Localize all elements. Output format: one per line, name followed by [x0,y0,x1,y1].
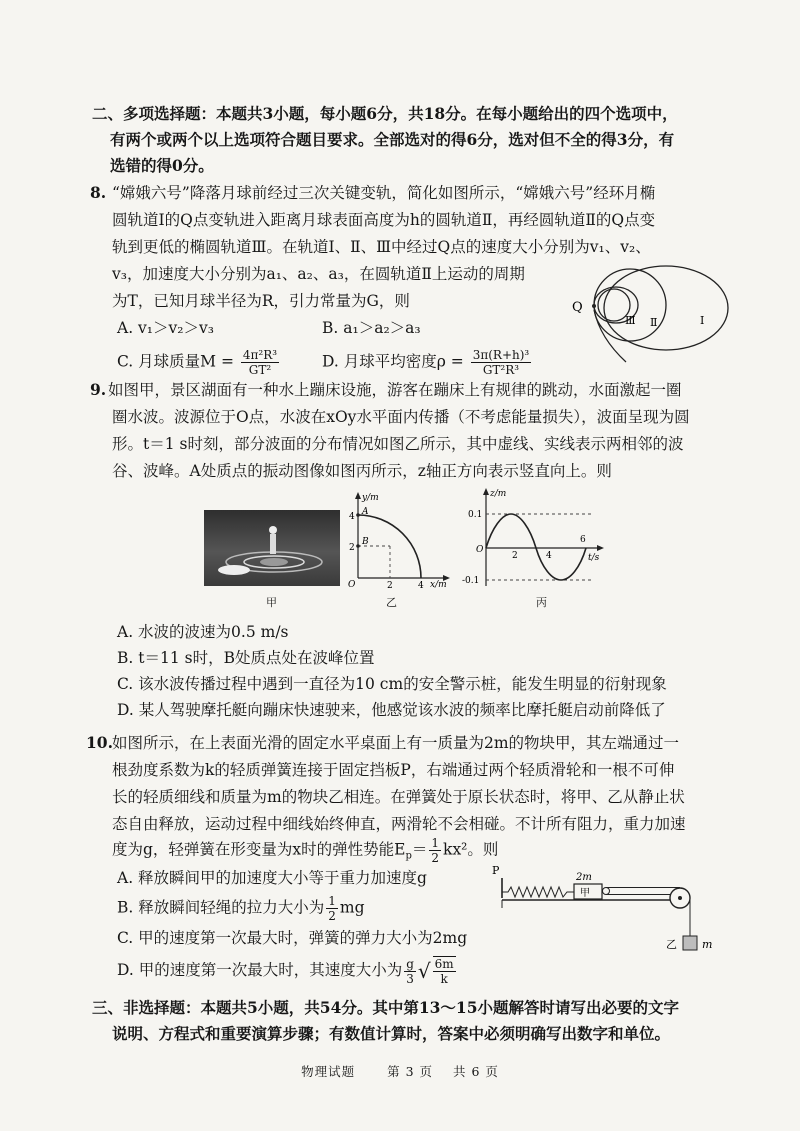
section3-line1: 三、非选择题：本题共5小题，共54分。其中第13～15小题解答时请写出必要的文字 [92,998,679,1017]
q9-figure-bing [460,484,620,594]
moving-pulley [603,888,610,895]
q10-option-b-fraction [326,894,338,923]
label-block-yi: 乙 [666,938,677,951]
q8-orbit-figure [570,258,730,370]
yi-tick-x4: 4 [418,581,424,590]
page-footer [0,1062,800,1080]
bing-tick-t6: 6 [580,535,586,545]
bing-z-label: z/m [490,489,507,499]
q9-option-d: D. 某人驾驶摩托艇向蹦床快速驶来，他感觉该水波的频率比摩托艇启动前降低了 [117,701,666,719]
yi-tick-y2: 2 [349,543,355,553]
q10-option-b-denominator: 2 [328,909,336,923]
sqrt-symbol: √ [417,959,431,983]
q9-option-c: C. 该水波传播过程中遇到一直径为10 cm的安全警示桩，能发生明显的衍射现象 [117,675,667,693]
q8-line4: v₃，加速度大小分别为a₁、a₂、a₃，在圆轨道Ⅱ上运动的周期 [112,265,525,283]
q9-caption-yi: 乙 [386,596,397,609]
bing-label-o: O [476,545,484,555]
q10-option-d [117,956,458,986]
q10-line2: 根劲度系数为k的轻质弹簧连接于固定挡板P，右端通过两个轻质滑轮和一根不可伸 [112,761,675,779]
q8-line1: “嫦娥六号”降落月球前经过三次关键变轨，简化如图所示，“嫦娥六号”经环月椭 [112,184,656,202]
q8-option-d-fraction [471,348,532,377]
q8-option-c-numerator: 4π²R³ [242,348,278,362]
q8-option-d-prefix: D. 月球平均密度ρ = [322,352,464,371]
yi-label-o: O [348,580,356,590]
q10-option-d-radicand-numerator: 6m [434,957,454,971]
yi-x-label: x/m [430,580,447,590]
block-yi [683,936,697,950]
bing-tick-m01: -0.1 [462,576,480,586]
yi-point-b [356,544,360,548]
q10-line5-prefix: 度为g，轻弹簧在形变量为x时的弹性势能E [112,840,406,859]
label-block-jia: 甲 [580,888,590,899]
yi-y-arrow [355,492,361,499]
q9-line1: 如图甲，景区湖面有一种水上蹦床设施，游客在蹦床上有规律的跳动，水面激起一圈 [108,381,682,399]
q9-caption-bing: 丙 [536,596,547,609]
q10-option-b-suffix: mg [339,898,365,917]
point-q-marker [592,304,596,308]
q10-line5-equals: ＝ [411,840,428,859]
section2-header-line3: 选错的得0分。 [110,156,214,175]
q10-line5-fraction [429,836,441,865]
q10-option-d-denominator: 3 [406,971,414,986]
q9-photo-jia [204,510,340,586]
q10-line5-suffix: kx²。则 [443,840,499,859]
q8-option-d-numerator: 3π(R+h)³ [472,348,530,362]
q8-line3: 轨到更低的椭圆轨道Ⅲ。在轨道Ⅰ、Ⅱ、Ⅲ中经过Q点的速度大小分别为v₁、v₂、 [112,238,651,256]
bing-z-arrow [483,488,489,495]
yi-label-b: B [362,537,369,547]
section2-header-line1: 二、多项选择题：本题共3小题，每小题6分，共18分。在每小题给出的四个选项中， [92,104,678,123]
q8-option-c [117,348,281,377]
label-m: m [702,938,713,951]
q10-option-d-radicand-denominator: k [440,972,448,986]
bing-tick-p01: 0.1 [468,510,483,520]
photo-jumper-head [269,526,277,534]
bing-wave-curve [486,514,586,580]
q9-line2: 圈水波。波源位于O点，水波在xOy水平面内传播（不考虑能量损失），波面呈现为圆 [112,408,690,426]
q9-line4: 谷、波峰。A处质点的振动图像如图丙所示，z轴正方向表示竖直向上。则 [112,462,612,480]
q8-number: 8. [90,183,107,202]
q10-option-d-numerator: g [406,956,414,971]
bing-t-label: t/s [588,553,600,563]
q8-option-c-prefix: C. 月球质量M = [117,352,234,371]
q8-option-a: A. v₁＞v₂＞v₃ [117,319,214,337]
section2-header-line2: 有两个或两个以上选项符合题目要求。全部选对的得6分，选对但不全的得3分，有 [110,130,675,149]
q9-caption-jia: 甲 [266,596,277,609]
bing-t-arrow [597,545,604,551]
yi-label-a: A [362,507,369,517]
descent-path [594,310,626,362]
yi-y-label: y/m [362,493,379,503]
bing-tick-t4: 4 [546,551,552,561]
footer-subject: 物理试题 [301,1064,356,1079]
bing-tick-t2: 2 [512,551,518,561]
q10-line3: 长的轻质细线和质量为m的物块乙相连。在弹簧处于原长状态时，将甲、乙从静止状 [112,788,685,806]
q10-option-d-fraction [404,957,416,986]
yi-tick-y4: 4 [349,512,355,522]
yi-tick-x2: 2 [387,581,393,590]
q10-line5 [112,836,498,867]
q10-spring-figure [488,864,716,964]
footer-total: 共 6 页 [452,1064,499,1079]
q9-option-a: A. 水波的波速为0.5 m/s [117,623,289,641]
q9-option-b: B. t＝11 s时，B处质点处在波峰位置 [117,649,375,667]
q10-number: 10. [86,733,113,752]
label-orbit-II: Ⅱ [650,316,658,329]
q10-line5-denominator: 2 [431,851,440,865]
q10-option-d-prefix: D. 甲的速度第一次最大时，其速度大小为 [117,961,403,979]
label-orbit-III: Ⅲ [625,314,636,327]
q8-option-b: B. a₁＞a₂＞a₃ [322,319,421,337]
q10-option-a: A. 释放瞬间甲的加速度大小等于重力加速度g [117,869,427,887]
q10-line1: 如图所示，在上表面光滑的固定水平桌面上有一质量为2m的物块甲，其左端通过一 [112,734,680,752]
photo-trampoline [260,558,288,566]
q10-option-b [117,894,365,923]
q10-option-b-numerator: 1 [328,894,336,908]
q10-option-d-radicand [433,956,456,986]
q8-line5: 为T，已知月球半径为R，引力常量为G，则 [112,292,410,310]
q10-option-b-prefix: B. 释放瞬间轻绳的拉力大小为 [117,898,325,917]
q10-option-d-sqrt [418,956,458,986]
label-p: P [492,864,500,877]
q10-line5-subscript: p [405,850,412,862]
q10-line4: 态自由释放，运动过程中细线始终伸直，两滑轮不会相碰。不计所有阻力，重力加速 [112,815,686,833]
q9-figure-yi [338,490,458,590]
fixed-pulley-axle [678,896,682,900]
label-2m: 2m [576,872,592,883]
photo-float [218,565,250,575]
footer-page: 第 3 页 [387,1064,433,1079]
yi-point-a [356,513,360,517]
q9-line3: 形。t＝1 s时刻，部分波面的分布情况如图乙所示，其中虚线、实线表示两相邻的波 [112,435,684,453]
q10-option-c: C. 甲的速度第一次最大时，弹簧的弹力大小为2mg [117,929,468,947]
q8-option-c-fraction [241,348,279,377]
label-q: Q [572,300,583,315]
section3-line2: 说明、方程式和重要演算步骤；有数值计算时，答案中必须明确写出数字和单位。 [112,1024,671,1043]
q9-number: 9. [90,380,107,399]
q8-option-d-denominator: GT²R³ [482,363,520,377]
q10-line5-numerator: 1 [431,836,440,850]
photo-jumper [270,534,276,554]
q8-option-c-denominator: GT² [248,363,272,377]
q8-line2: 圆轨道Ⅰ的Q点变轨进入距离月球表面高度为h的圆轨道Ⅱ，再经圆轨道Ⅱ的Q点变 [112,211,656,229]
q8-option-d [322,348,533,377]
label-orbit-I: Ⅰ [700,314,705,327]
spring [502,887,574,897]
